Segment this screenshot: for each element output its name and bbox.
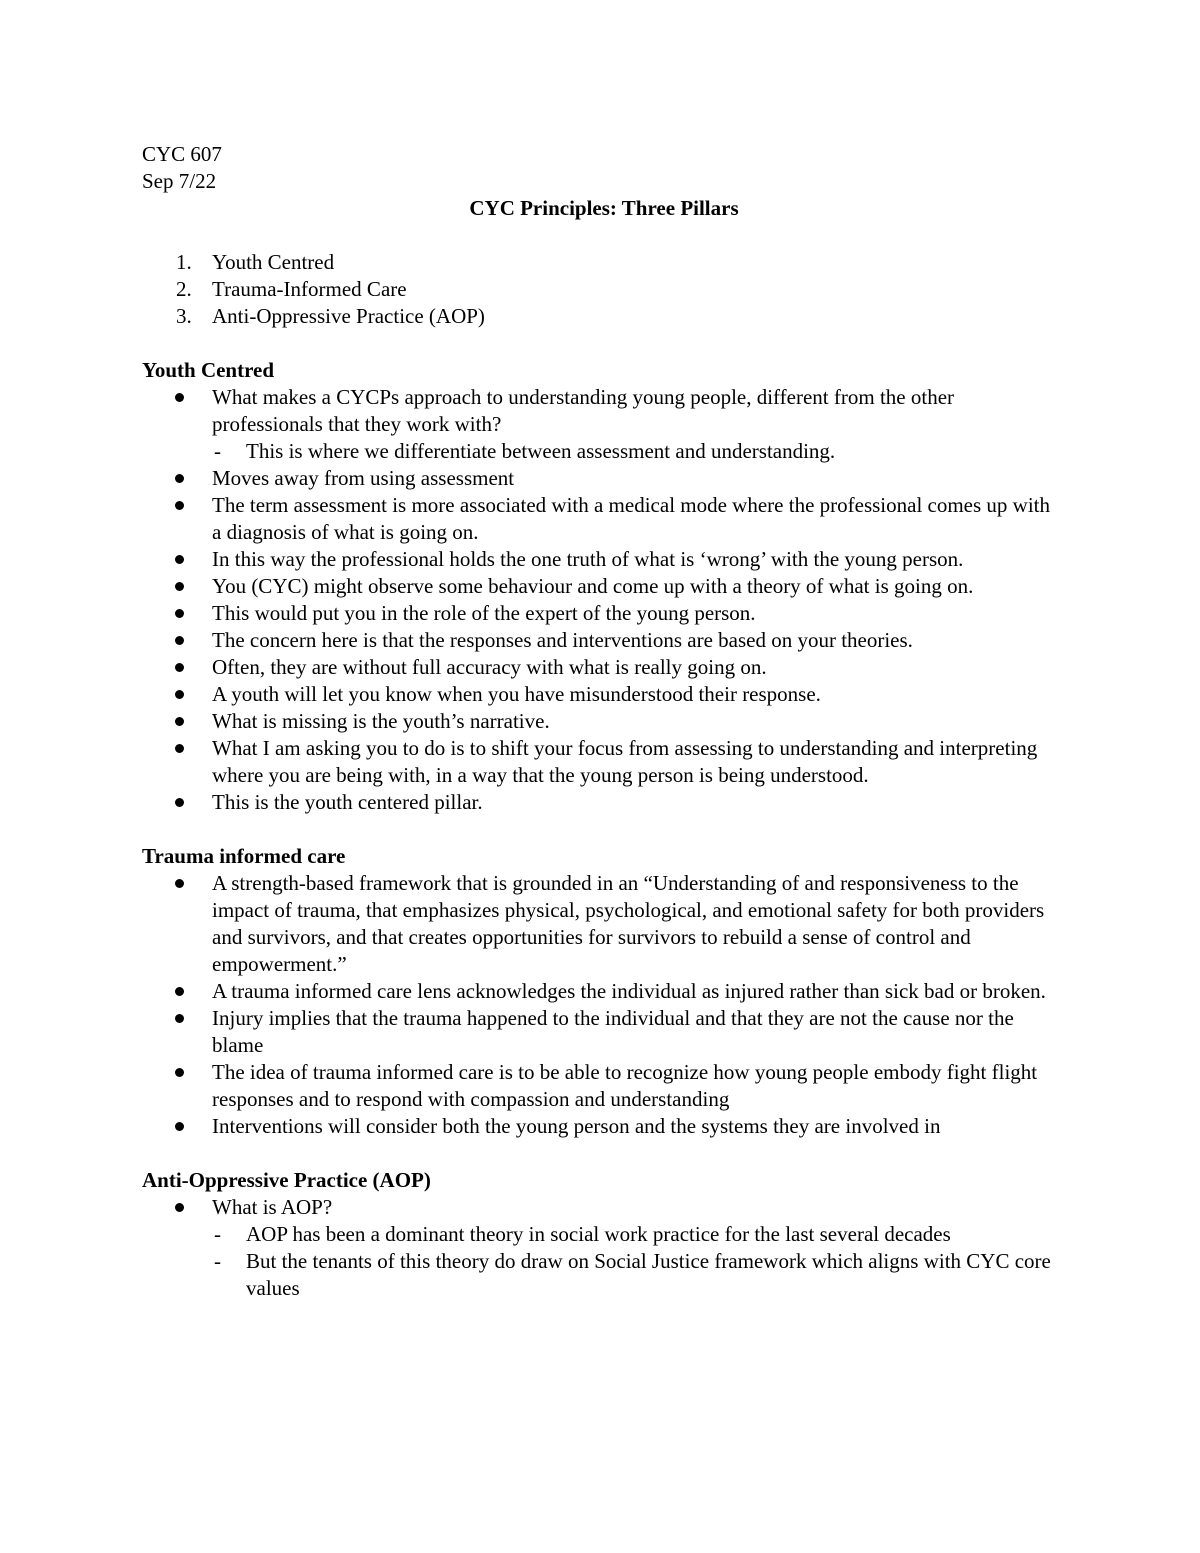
bullet-item	[142, 1113, 1062, 1140]
sub-bullet-item	[212, 438, 1062, 465]
bullet-text: The term assessment is more associated with a medical mode where the professional comes up with a diagnosis of what is going on.	[212, 493, 1051, 544]
bullet-text: What I am asking you to do is to shift your focus from assessing to understanding and interpreting where you are being with, in a way that the young person is being understood.	[212, 736, 1038, 787]
bullet-dot-icon	[175, 501, 184, 510]
sections-container	[142, 357, 1062, 1302]
bullet-item	[142, 789, 1062, 816]
bullet-text: The idea of trauma informed care is to be able to recognize how young people embody fight flight responses and to respond with compassion and understanding	[212, 1060, 1038, 1111]
bullet-item	[142, 708, 1062, 735]
bullet-text: What is AOP?	[212, 1195, 333, 1219]
bullet-text: What is missing is the youth’s narrative.	[212, 709, 550, 733]
bullet-dot-icon	[175, 1122, 184, 1131]
pillars-list	[142, 249, 1062, 330]
bullet-item	[142, 384, 1062, 465]
pillar-text: Anti-Oppressive Practice (AOP)	[212, 304, 485, 328]
bullet-text: The concern here is that the responses and interventions are based on your theories.	[212, 628, 913, 652]
bullet-dot-icon	[175, 663, 184, 672]
bullet-item	[142, 1005, 1062, 1059]
bullet-dot-icon	[175, 1068, 184, 1077]
sub-bullet-text: But the tenants of this theory do draw on Social Justice framework which aligns with CYC core values	[246, 1249, 1051, 1300]
sub-bullet-list	[212, 1221, 1062, 1302]
pillar-number: 3.	[176, 304, 192, 328]
bullet-text: Moves away from using assessment	[212, 466, 515, 490]
bullet-text: A youth will let you know when you have misunderstood their response.	[212, 682, 821, 706]
bullet-text: You (CYC) might observe some behaviour and come up with a theory of what is going on.	[212, 574, 974, 598]
pillar-item	[142, 276, 1062, 303]
bullet-dot-icon	[175, 987, 184, 996]
bullet-text: A trauma informed care lens acknowledges the individual as injured rather than sick bad or broken.	[212, 979, 1046, 1003]
bullet-item	[142, 735, 1062, 789]
section-heading: Youth Centred	[142, 358, 275, 382]
section-anti-oppressive-practice-aop	[142, 1167, 1062, 1302]
sub-bullet-list	[212, 438, 1062, 465]
section-trauma-informed-care	[142, 843, 1062, 1140]
bullet-dot-icon	[175, 1203, 184, 1212]
bullet-item	[142, 1194, 1062, 1302]
section-heading: Anti-Oppressive Practice (AOP)	[142, 1168, 431, 1192]
document-title: CYC Principles: Three Pillars	[469, 196, 739, 220]
bullet-item	[142, 654, 1062, 681]
bullet-item	[142, 1059, 1062, 1113]
pillar-item	[142, 249, 1062, 276]
sub-bullet-text: AOP has been a dominant theory in social work practice for the last several decades	[246, 1222, 951, 1246]
bullet-dot-icon	[175, 393, 184, 402]
bullet-text: A strength-based framework that is grounded in an “Understanding of and responsiveness to the impact of trauma, that emphasizes physical, psychological, and emotional safety for both providers and survivors, and that creates opportunities for survivors to rebuild a sense of control and empowerment.”	[212, 871, 1045, 976]
bullet-dot-icon	[175, 1014, 184, 1023]
bullet-dot-icon	[175, 609, 184, 618]
dash-icon: -	[214, 1249, 221, 1273]
bullet-dot-icon	[175, 636, 184, 645]
bullet-dot-icon	[175, 474, 184, 483]
bullet-item	[142, 600, 1062, 627]
course-code: CYC 607	[142, 142, 222, 166]
bullet-list	[142, 870, 1062, 1140]
bullet-text: In this way the professional holds the one truth of what is ‘wrong’ with the young person.	[212, 547, 964, 571]
bullet-item	[142, 627, 1062, 654]
section-youth-centred	[142, 357, 1062, 816]
sub-bullet-item	[212, 1248, 1062, 1302]
bullet-list	[142, 1194, 1062, 1302]
lecture-date: Sep 7/22	[142, 169, 217, 193]
bullet-item	[142, 492, 1062, 546]
bullet-list	[142, 384, 1062, 816]
bullet-text: Interventions will consider both the young person and the systems they are involved in	[212, 1114, 941, 1138]
bullet-dot-icon	[175, 690, 184, 699]
dash-icon: -	[214, 1222, 221, 1246]
pillar-item	[142, 303, 1062, 330]
sub-bullet-text: This is where we differentiate between assessment and understanding.	[246, 439, 836, 463]
bullet-dot-icon	[175, 717, 184, 726]
pillar-text: Youth Centred	[212, 250, 335, 274]
pillar-text: Trauma-Informed Care	[212, 277, 407, 301]
bullet-dot-icon	[175, 555, 184, 564]
pillar-number: 2.	[176, 277, 192, 301]
bullet-item	[142, 573, 1062, 600]
bullet-item	[142, 978, 1062, 1005]
bullet-text: Injury implies that the trauma happened to the individual and that they are not the cause nor the blame	[212, 1006, 1014, 1057]
pillar-number: 1.	[176, 250, 192, 274]
bullet-item	[142, 465, 1062, 492]
bullet-item	[142, 546, 1062, 573]
document-page	[142, 141, 1062, 1329]
bullet-text: Often, they are without full accuracy with what is really going on.	[212, 655, 767, 679]
sub-bullet-item	[212, 1221, 1062, 1248]
bullet-dot-icon	[175, 744, 184, 753]
dash-icon: -	[214, 439, 221, 463]
bullet-text: What makes a CYCPs approach to understanding young people, different from the other professionals that they work with?	[212, 385, 955, 436]
bullet-dot-icon	[175, 879, 184, 888]
bullet-dot-icon	[175, 798, 184, 807]
bullet-item	[142, 870, 1062, 978]
bullet-text: This is the youth centered pillar.	[212, 790, 483, 814]
bullet-item	[142, 681, 1062, 708]
section-heading: Trauma informed care	[142, 844, 346, 868]
bullet-text: This would put you in the role of the expert of the young person.	[212, 601, 756, 625]
bullet-dot-icon	[175, 582, 184, 591]
